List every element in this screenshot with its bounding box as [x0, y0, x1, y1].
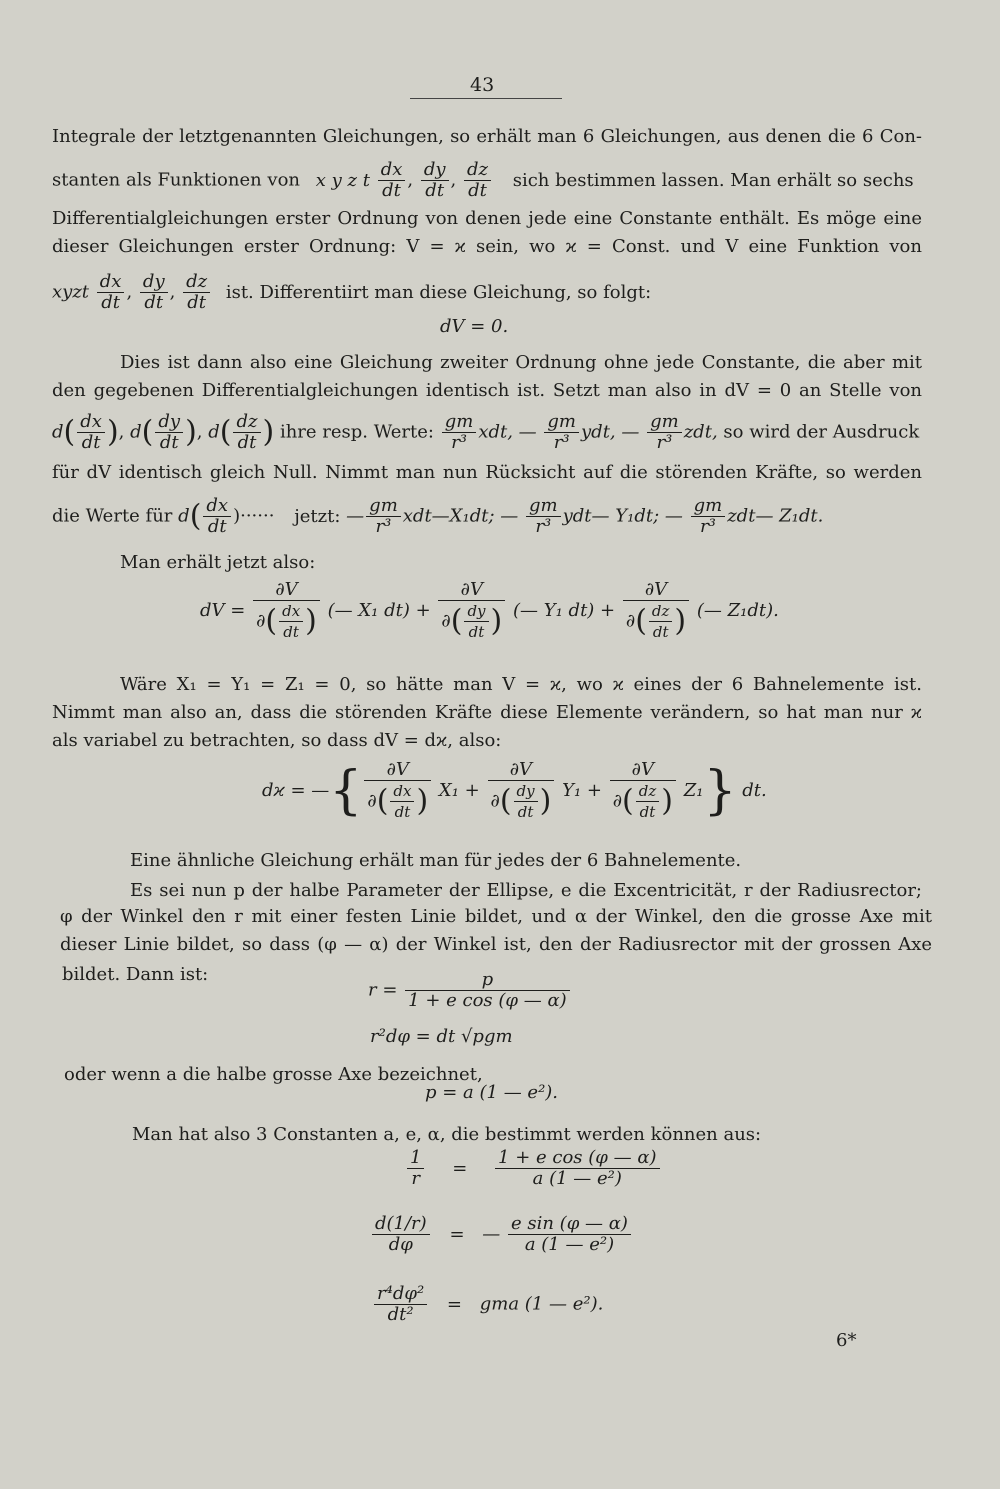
fraction-r4dphi2-dt2	[374, 1284, 427, 1325]
math-term: ydt— Y₁dt; —	[562, 505, 683, 527]
equation-dkappa	[262, 760, 767, 838]
frac-den: a (1 — e²)	[532, 1168, 622, 1189]
frac-num: dy	[464, 601, 488, 622]
text-line-13: für dV identisch gleich Null. Nimmt man nun Rücksicht auf die störenden Kräfte, so werden	[52, 462, 922, 483]
fraction-d1r-dphi	[372, 1214, 430, 1255]
fraction-gm-r3	[366, 496, 401, 537]
frac-num: 1	[407, 1148, 424, 1169]
math-term: X₁ +	[438, 780, 480, 801]
fraction-1-r	[407, 1148, 424, 1189]
frac-num: ∂V	[364, 760, 431, 781]
frac-num: gm	[526, 496, 561, 517]
paren: (	[189, 498, 202, 534]
brace-left: {	[329, 761, 363, 821]
frac-num: dy	[140, 272, 168, 293]
fraction-dz-dt	[183, 272, 210, 313]
text-line-25: oder wenn a die halbe grosse Axe bezeichnet,	[64, 1064, 483, 1085]
math-d: d	[52, 421, 64, 443]
text-segment: ist. Differentiirt man diese Gleichung, so folgt:	[225, 281, 652, 303]
text-line-1: Integrale der letztgenannten Gleichungen, so erhält man 6 Gleichungen, aus denen die 6 Con-	[52, 126, 922, 147]
frac-den: dt	[394, 803, 411, 821]
math-d: d	[130, 421, 142, 443]
paren: (	[219, 414, 232, 450]
frac-num: dz	[233, 412, 260, 433]
fraction-rhs1	[495, 1148, 659, 1189]
frac-num: r⁴dφ²	[374, 1284, 427, 1305]
frac-num: dx	[97, 272, 125, 293]
fraction-gm-r3	[526, 496, 561, 537]
text-line-20: Eine ähnliche Gleichung erhält man für jedes der 6 Bahnelemente.	[130, 850, 742, 871]
frac-den: dt	[101, 292, 120, 313]
text-line-22: φ der Winkel den r mit einer festen Linie bildet, und α der Winkel, den die grosse Axe mit	[60, 906, 932, 927]
frac-num: gm	[691, 496, 726, 517]
math-minus: —	[346, 505, 365, 527]
frac-den: ∂( $\frac{dz}{dt}$ )	[625, 602, 687, 641]
fraction-dy-dt	[140, 272, 168, 313]
frac-num: dx	[203, 496, 231, 517]
fraction-dx-dt	[203, 496, 231, 537]
text-line-2: stanten als Funktionen von x y z t $\frac{dx}{dt}$ , $\frac{dy}{dt}$ , $\frac{dz}{dt}$ sich bestimmen lassen. Man erhält so sechs	[52, 159, 914, 201]
frac-den: dt	[425, 180, 445, 201]
frac-den: 1 + e cos (φ — α)	[408, 990, 567, 1011]
frac-den: r³	[699, 516, 716, 537]
frac-num: ∂V	[488, 760, 555, 781]
frac-den: ∂( $\frac{dx}{dt}$ )	[256, 602, 317, 641]
frac-den: dt	[81, 432, 101, 453]
frac-num: dz	[649, 601, 673, 622]
equation-derivative	[370, 1214, 633, 1276]
frac-den: r	[411, 1168, 421, 1189]
fraction-ellipse	[405, 970, 569, 1011]
fraction-partial	[438, 580, 505, 642]
frac-num: ∂V	[610, 760, 676, 781]
text-line-4: Differentialgleichungen erster Ordnung von denen jede eine Constante enthält. Es möge eine	[52, 208, 922, 229]
frac-den: dt	[468, 180, 487, 201]
math-d: d	[178, 505, 190, 527]
paren: )	[185, 414, 197, 450]
signature-mark: 6*	[836, 1330, 857, 1351]
frac-den: dt	[283, 623, 299, 641]
math-term: zdt,	[683, 421, 718, 443]
math-lhs: dϰ = —	[262, 780, 330, 801]
variables-xyzt: x y z t	[315, 169, 370, 191]
equation-dV-zero: dV = 0.	[440, 316, 509, 337]
frac-num: dy	[514, 781, 538, 802]
paren: )	[262, 414, 275, 450]
text-line-11: d( $\frac{dx}{dt}$ ), d( $\frac{dy}{dt}$ ), d( $\frac{dz}{dt}$ ) ihre resp. Werte: $\frac{gm}{\text{r³}}$ xdt, — $\frac{gm}{\text{r³}}$ ydt, — $\frac{gm}{\text{r³}}$ zdt, so wird der Ausdruck	[52, 411, 920, 453]
text-segment: jetzt:	[294, 505, 341, 527]
frac-num: gm	[647, 412, 682, 433]
text-line-19: als variabel zu betrachten, so dass dV = dϰ, also:	[52, 730, 502, 751]
text-line-5: dieser Gleichungen erster Ordnung: V = ϰ sein, wo ϰ = Const. und V eine Funktion von	[52, 236, 922, 257]
math-term: (— X₁ dt) +	[327, 600, 431, 621]
fraction-partial	[610, 760, 676, 822]
fraction-gm-r3	[544, 412, 579, 453]
text-segment: ihre resp. Werte:	[279, 421, 434, 443]
text-line-18: Nimmt man also an, dass die störenden Kräfte diese Elemente verändern, so hat man nur ϰ	[52, 702, 922, 723]
fraction-gm-r3	[442, 412, 477, 453]
text-line-14	[52, 496, 932, 546]
frac-num: gm	[366, 496, 401, 517]
text-segment: stanten als Funktionen von	[52, 169, 301, 191]
frac-num: 1 + e cos (φ — α)	[495, 1148, 659, 1169]
frac-den: ∂( $\frac{dy}{dt}$ )	[490, 782, 552, 821]
text-line-26: Man hat also 3 Constanten a, e, α, die bestimmt werden können aus:	[132, 1124, 762, 1145]
math-term: (— Z₁dt).	[696, 600, 779, 621]
header-rule	[410, 98, 562, 99]
frac-den: r³	[553, 432, 570, 453]
frac-den: r³	[656, 432, 673, 453]
frac-num: dy	[421, 160, 449, 181]
math-term: (— Y₁ dt) +	[512, 600, 616, 621]
frac-num: gm	[544, 412, 579, 433]
frac-den: dφ	[388, 1234, 413, 1255]
frac-den: dt²	[387, 1304, 414, 1325]
text-segment: so wird der Ausdruck	[723, 421, 920, 443]
equation-ellipse	[368, 970, 572, 1018]
math-equals: =	[449, 1223, 465, 1245]
frac-den: dt	[237, 432, 257, 453]
math-lhs: r =	[368, 979, 398, 1001]
text-segment: die Werte für	[52, 505, 173, 527]
fraction-dy-dt	[421, 160, 449, 201]
frac-num: dy	[155, 412, 183, 433]
paren: (	[63, 414, 76, 450]
math-term: xdt, —	[478, 421, 537, 443]
fraction-dz-dt	[233, 412, 260, 453]
frac-den: r³	[451, 432, 467, 453]
text-line-21: Es sei nun p der halbe Parameter der Ellipse, e die Excentricität, r der Radiusrector;	[130, 880, 922, 901]
math-term: zdt— Z₁dt.	[727, 505, 824, 527]
frac-num: gm	[442, 412, 477, 433]
equation-parameter: p = a (1 — e²).	[425, 1082, 559, 1103]
fraction-dx-dt	[378, 160, 406, 201]
math-equals: =	[452, 1157, 468, 1179]
text-line-24: bildet. Dann ist:	[62, 964, 209, 985]
frac-num: dz	[183, 272, 210, 293]
math-term: ydt, —	[581, 421, 640, 443]
text-line-6: xyzt $\frac{dx}{dt}$ , $\frac{dy}{dt}$ , $\frac{dz}{dt}$ ist. Differentiirt man diese Gleichung, so folgt:	[52, 271, 652, 313]
text-line-16: Man erhält jetzt also:	[120, 552, 316, 573]
frac-den: ∂( $\frac{dx}{dt}$ )	[367, 782, 429, 821]
math-term: Y₁ +	[562, 780, 602, 801]
frac-den: dt	[468, 623, 485, 641]
paren: )	[106, 414, 119, 450]
fraction-dx-dt	[97, 272, 125, 313]
frac-den: r³	[535, 516, 552, 537]
frac-num: dx	[378, 160, 406, 181]
frac-num: dx	[77, 412, 105, 433]
frac-den: dt	[187, 292, 206, 313]
text-line-9: Dies ist dann also eine Gleichung zweiter Ordnung ohne jede Constante, die aber mit	[120, 352, 922, 373]
frac-num: ∂V	[253, 580, 320, 601]
frac-den: dt	[652, 623, 669, 641]
math-term: xdt—X₁dt; —	[402, 505, 519, 527]
text-segment: sich bestimmen lassen. Man erhält so sechs	[512, 169, 914, 191]
frac-num: ∂V	[623, 580, 689, 601]
fraction-dy-dt	[155, 412, 183, 453]
fraction-partial	[488, 760, 555, 822]
math-d: d	[208, 421, 220, 443]
frac-den: dt	[639, 803, 656, 821]
math-term: dt.	[742, 780, 767, 801]
variables-xyzt: xyzt	[52, 281, 90, 303]
paren: (	[141, 414, 154, 450]
text-line-23: dieser Linie bildet, so dass (φ — α) der Winkel ist, den der Radiusrector mit der grossen Axe	[60, 934, 932, 955]
frac-num: dz	[464, 160, 491, 181]
text-line-10: den gegebenen Differentialgleichungen identisch ist. Setzt man also in dV = 0 an Stelle von	[52, 380, 922, 401]
frac-den: r³	[375, 516, 392, 537]
frac-num: dx	[390, 781, 414, 802]
frac-num: dz	[636, 781, 660, 802]
frac-den: ∂( $\frac{dy}{dt}$ )	[441, 602, 503, 641]
frac-den: dt	[517, 803, 534, 821]
frac-num: p	[405, 970, 569, 991]
frac-den: dt	[207, 516, 227, 537]
fraction-dz-dt	[464, 160, 491, 201]
frac-num: e sin (φ — α)	[508, 1214, 631, 1235]
math-equals: =	[446, 1293, 462, 1315]
math-term: Z₁	[683, 780, 704, 801]
fraction-gm-r3	[691, 496, 726, 537]
frac-num: ∂V	[438, 580, 505, 601]
math-minus: —	[482, 1223, 501, 1245]
frac-num: dx	[279, 601, 303, 622]
fraction-rhs2	[508, 1214, 631, 1255]
fraction-gm-r3	[647, 412, 682, 453]
frac-den: dt	[144, 292, 164, 313]
frac-den: dt	[382, 180, 401, 201]
equation-reciprocal-r	[405, 1148, 662, 1198]
frac-den: a (1 — e²)	[524, 1234, 615, 1255]
equation-dV	[200, 580, 779, 652]
page-number: 43	[470, 74, 495, 96]
equation-energy	[372, 1284, 603, 1334]
frac-den: dt	[159, 432, 179, 453]
math-term: gma (1 — e²).	[479, 1293, 604, 1315]
fraction-partial	[364, 760, 431, 822]
frac-den: ∂( $\frac{dz}{dt}$ )	[612, 782, 673, 821]
ellipsis: )······	[233, 505, 275, 527]
math-lhs: dV =	[200, 600, 246, 621]
fraction-dx-dt	[77, 412, 105, 453]
fraction-partial	[253, 580, 320, 642]
equation-area: r²dφ = dt √pgm	[370, 1026, 513, 1047]
fraction-partial	[623, 580, 689, 642]
text-line-17: Wäre X₁ = Y₁ = Z₁ = 0, so hätte man V = ϰ, wo ϰ eines der 6 Bahnelemente ist.	[120, 674, 922, 695]
frac-num: d(1/r)	[372, 1214, 430, 1235]
brace-right: }	[703, 761, 737, 821]
